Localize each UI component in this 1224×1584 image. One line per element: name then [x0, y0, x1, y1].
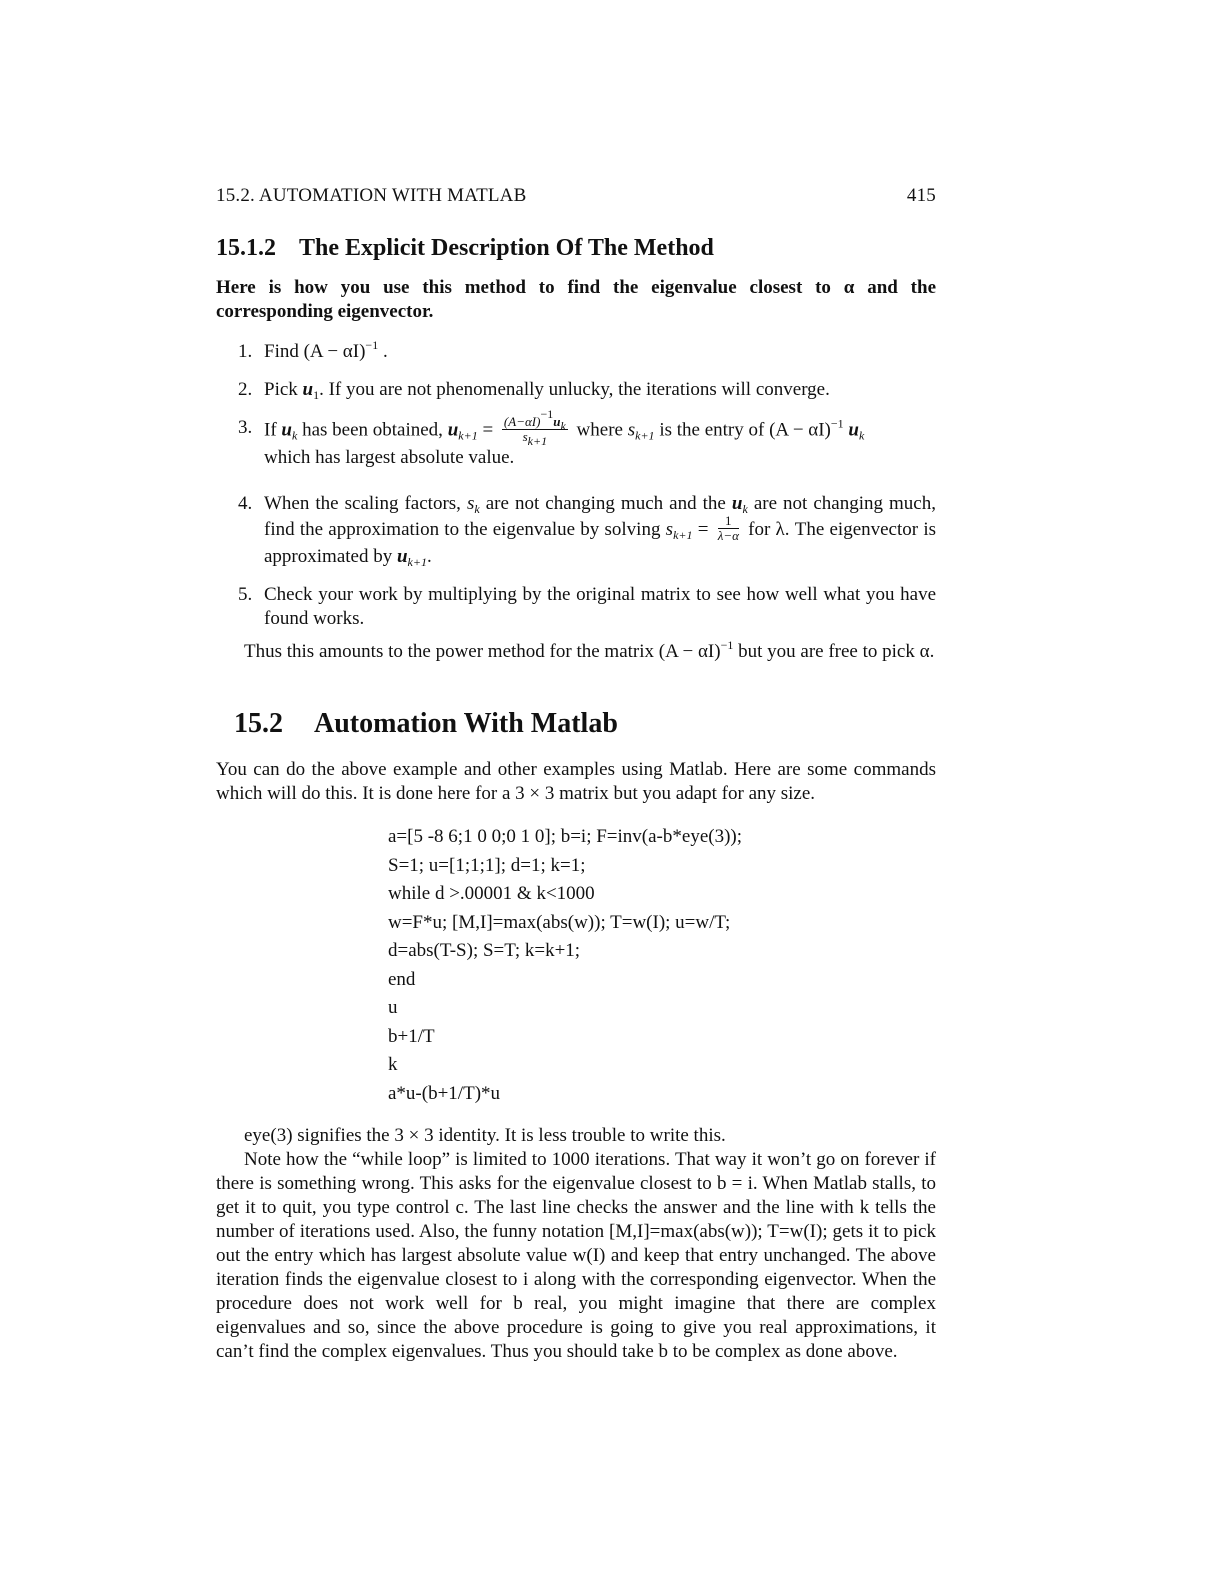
- step-4-text: are not changing much and the: [479, 493, 732, 514]
- code-line: d=abs(T-S); S=T; k=k+1;: [388, 940, 581, 961]
- code-line: b+1/T: [388, 1025, 435, 1047]
- vector-u: u: [731, 493, 743, 514]
- running-title: 15.2. AUTOMATION WITH MATLAB: [216, 185, 527, 206]
- intro-paragraph: Here is how you use this method to find the eigenvalue closest to α and the corresponding eigenvector.: [216, 277, 936, 322]
- subscript: k: [291, 428, 298, 443]
- step-2: [216, 378, 936, 402]
- scale-s: s: [466, 493, 475, 514]
- subsection-heading: [216, 236, 714, 260]
- subscript: k+1: [458, 428, 478, 443]
- subscript: k+1: [673, 527, 693, 542]
- step-1-end: .: [378, 341, 388, 362]
- fraction: [502, 407, 568, 448]
- subscript: k+1: [407, 555, 427, 569]
- code-line: k: [388, 1054, 398, 1075]
- vector-u: u: [281, 419, 292, 441]
- section-number: 15.2: [234, 708, 283, 739]
- explanation-paragraphs: [216, 1124, 936, 1364]
- page-number: 415: [906, 185, 936, 206]
- vector-u: u: [302, 379, 314, 400]
- summary-text: but you are free to pick α.: [733, 641, 935, 662]
- step-3-text: where: [571, 419, 628, 441]
- step-4-text: are not changing much, find the approximation to the eigenvalue by solving: [264, 493, 936, 540]
- step-2-post: . If you are not phenomenally unlucky, the iterations will converge.: [319, 379, 830, 400]
- matlab-intro-paragraph: You can do the above example and other examples using Matlab. Here are some commands which will do this. It is done here for a 3 × 3 matrix but you adapt for any size.: [216, 759, 936, 804]
- scale-s: s: [665, 518, 674, 540]
- step-marker: 4.: [238, 493, 253, 514]
- scale-s: s: [627, 419, 636, 441]
- subscript: k: [742, 502, 748, 516]
- code-line: while d >.00001 & k<1000: [388, 883, 595, 904]
- step-3-text: is the entry of (A − αI): [654, 419, 831, 441]
- vector-u: u: [553, 414, 561, 429]
- explanation-paragraph-2: Note how the “while loop” is limited to 1000 iterations. That way it won’t go on forever if there is something wrong. This asks for the eigenvalue closest to b = i. When Matlab stalls, to get it to quit, you type control c. The last line checks the answer and the line with k tells the number of iterations used. Also, the funny notation [M,I]=max(abs(w)); T=w(I); gets it to pick out the entry which has largest absolute value w(I) and keep that entry unchanged. The above iteration finds the eigenvalue closest to i along with the corresponding eigenvector. When the procedure does not work well for b real, you might imagine that there are complex eigenvalues and so, since the above procedure is going to give you real approximations, it can’t find the complex eigenvalues. Thus you should take b to be complex as done above.: [216, 1149, 936, 1362]
- code-line: a*u-(b+1/T)*u: [388, 1082, 501, 1104]
- step-5-text: Check your work by multiplying by the original matrix to see how well what you have found works.: [264, 584, 936, 629]
- subsection-number: 15.1.2: [216, 235, 276, 261]
- step-1-exponent: −1: [365, 338, 379, 352]
- step-3-text: If: [264, 419, 282, 441]
- exponent: −1: [540, 407, 554, 421]
- code-line: u: [388, 997, 398, 1018]
- explanation-paragraph-1: eye(3) signifies the 3 × 3 identity. It is less trouble to write this.: [244, 1125, 726, 1146]
- step-3-text: has been obtained,: [297, 419, 448, 441]
- summary-paragraph: [216, 640, 936, 664]
- step-marker: 3.: [238, 417, 253, 438]
- subscript: k: [859, 428, 865, 443]
- step-2-pre: Pick: [264, 379, 303, 400]
- fraction-denominator: λ−α: [717, 528, 739, 543]
- step-4-text: .: [426, 546, 432, 567]
- step-4-text: When the scaling factors,: [264, 493, 467, 514]
- vector-u: u: [396, 546, 408, 567]
- matlab-code-block: [388, 826, 742, 1111]
- fraction: [718, 514, 739, 543]
- step-1-text: Find (A − αI): [264, 341, 366, 362]
- step-4: [216, 492, 936, 569]
- exponent: −1: [720, 638, 734, 652]
- step-1: [216, 340, 936, 364]
- vector-u: u: [447, 419, 459, 441]
- fraction-numerator: 1: [718, 514, 739, 529]
- step-3: [216, 407, 936, 470]
- running-header: [216, 184, 936, 208]
- step-3-text: which has largest absolute value.: [264, 447, 515, 468]
- step-5: [216, 583, 936, 631]
- subscript: k: [560, 419, 566, 433]
- code-line: a=[5 -8 6;1 0 0;0 1 0]; b=i; F=inv(a-b*eye(3));: [388, 826, 743, 847]
- exponent: −1: [830, 416, 844, 431]
- step-marker: 1.: [238, 341, 253, 362]
- subsection-title: The Explicit Description Of The Method: [299, 235, 714, 261]
- step-4-text: for λ. The eigenvector is approximated by: [264, 518, 936, 567]
- method-steps-list: [216, 340, 936, 645]
- code-line: end: [388, 968, 416, 990]
- subscript: k+1: [527, 434, 548, 448]
- fraction-numerator: (A−αI): [503, 414, 541, 429]
- subscript: 1: [313, 388, 320, 402]
- subscript: k: [474, 502, 480, 516]
- section-heading: [234, 708, 618, 739]
- equals-sign: =: [692, 518, 714, 540]
- fraction-denominator: s: [522, 429, 528, 444]
- code-line: S=1; u=[1;1;1]; d=1; k=1;: [388, 854, 586, 876]
- step-marker: 5.: [238, 584, 253, 605]
- code-line: w=F*u; [M,I]=max(abs(w)); T=w(I); u=w/T;: [388, 911, 731, 933]
- step-marker: 2.: [238, 379, 253, 400]
- summary-text: Thus this amounts to the power method for the matrix (A − αI): [244, 641, 721, 662]
- vector-u: u: [848, 419, 859, 441]
- subscript: k+1: [635, 428, 655, 443]
- equals-sign: =: [477, 419, 498, 441]
- section-title: Automation With Matlab: [314, 708, 618, 739]
